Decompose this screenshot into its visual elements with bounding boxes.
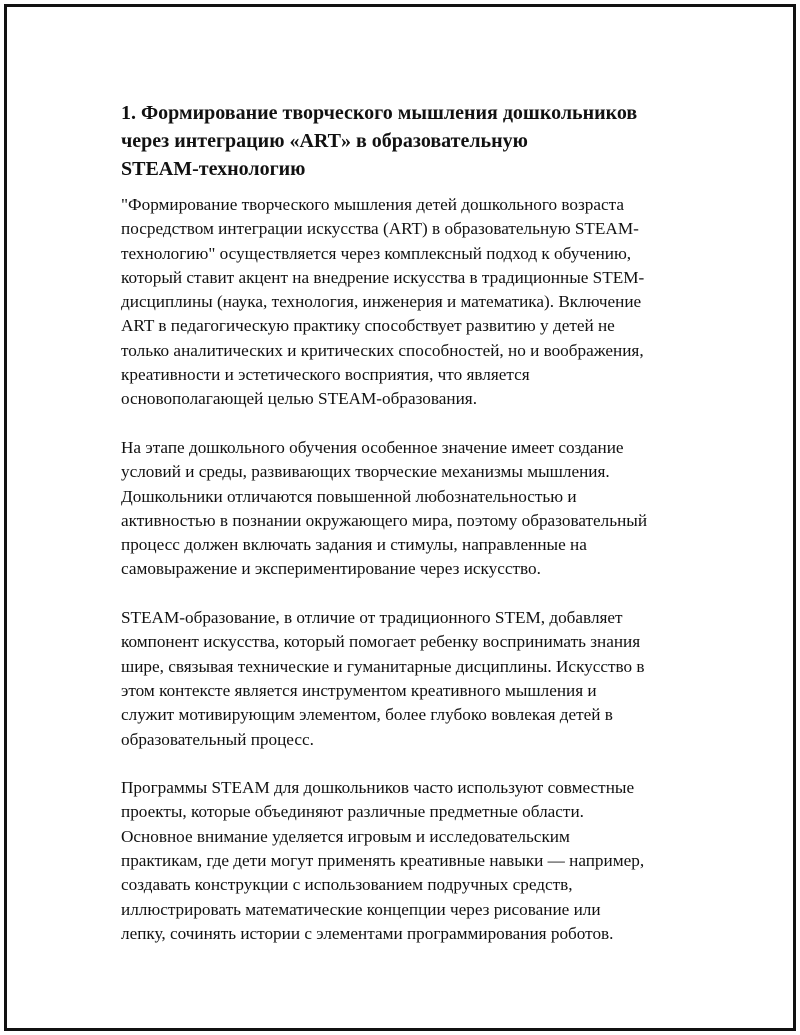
text-line: Дошкольники отличаются повышенной любознательностью и [121, 486, 577, 506]
text-line: ART в педагогическую практику способствует развитию у детей не [121, 316, 615, 336]
text-line: шире, связывая технические и гуманитарные дисциплины. Искусство в [121, 656, 645, 676]
text-line: На этапе дошкольного обучения особенное значение имеет создание [121, 437, 624, 457]
text-line: этом контексте является инструментом креативного мышления и [121, 680, 597, 700]
text-line: STEAM-образование, в отличие от традиционного STEM, добавляет [121, 608, 623, 628]
text-line: дисциплины (наука, технология, инженерия и математика). Включение [121, 292, 642, 312]
heading-line: через интеграцию «ART» в образовательную [121, 130, 528, 152]
text-line: практикам, где дети могут применять креативные навыки — например, [121, 851, 645, 871]
heading-line: 1. Формирование творческого мышления дошкольников [121, 102, 638, 124]
text-line: служит мотивирующим элементом, более глубоко вовлекая детей в [121, 705, 613, 725]
text-line: активностью в познании окружающего мира, поэтому образовательный [121, 510, 648, 530]
paragraph-intro [121, 193, 691, 412]
text-line: самовыражение и экспериментирование через искусство. [121, 559, 541, 579]
section-heading [121, 99, 691, 183]
paragraph-steam-vs-stem [121, 606, 691, 752]
text-line: иллюстрировать математические концепции через рисование или [121, 899, 601, 919]
heading-line: STEAM-технологию [121, 158, 306, 180]
page-frame [4, 4, 796, 1031]
paragraph-preschool-stage [121, 436, 691, 582]
text-line: образовательный процесс. [121, 729, 314, 749]
text-line: компонент искусства, который помогает ребенку воспринимать знания [121, 632, 641, 652]
text-line: Программы STEAM для дошкольников часто используют совместные [121, 778, 635, 798]
text-line: технологию" осуществляется через комплексный подход к обучению, [121, 243, 632, 263]
text-line: процесс должен включать задания и стимулы, направленные на [121, 535, 587, 555]
text-line: "Формирование творческого мышления детей дошкольного возраста [121, 195, 624, 214]
text-line: который ставит акцент на внедрение искусства в традиционные STEM- [121, 267, 645, 287]
text-line: креативности и эстетического восприятия, что является [121, 365, 530, 385]
text-line: создавать конструкции с использованием подручных средств, [121, 875, 573, 895]
text-line: основополагающей целью STEAM-образования. [121, 389, 477, 409]
paragraph-steam-programs [121, 776, 691, 946]
document-body [121, 99, 691, 971]
text-line: проекты, которые объединяют различные предметные области. [121, 802, 584, 822]
text-line: условий и среды, развивающих творческие механизмы мышления. [121, 462, 610, 482]
text-line: лепку, сочинять истории с элементами программирования роботов. [121, 923, 614, 943]
text-line: Основное внимание уделяется игровым и исследовательским [121, 826, 570, 846]
text-line: только аналитических и критических способностей, но и воображения, [121, 340, 644, 360]
text-line: посредством интеграции искусства (ART) в образовательную STEAM- [121, 219, 639, 239]
